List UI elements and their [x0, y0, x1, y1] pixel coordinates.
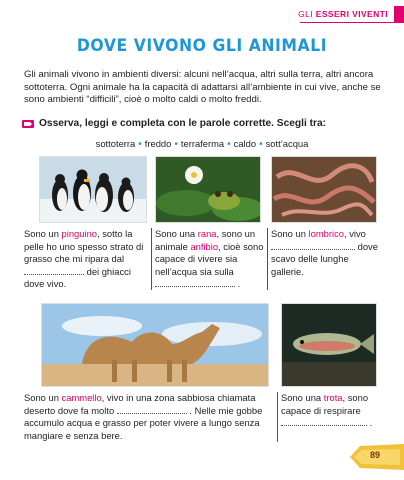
divider-line: [277, 392, 278, 442]
animal-name: lombrico: [308, 228, 344, 239]
header-word-1: GLI: [298, 9, 314, 19]
page-number: 89: [370, 450, 381, 460]
answer-blank[interactable]: [24, 266, 84, 275]
camel-caption: Sono un cammello, vivo in una zona sabbiosa chiamata deserto dove fa molto . Nelle mie gobbe accumulo acqua e grasso per poter vivere a lungo senza mangiare e senza bere.: [24, 392, 263, 441]
header-word-3: VIVENTI: [352, 9, 388, 19]
answer-blank[interactable]: [155, 278, 235, 287]
answer-blank[interactable]: [117, 405, 187, 414]
penguin-photo: [39, 156, 147, 223]
header-color-bar: [394, 6, 404, 22]
earthworm-photo: [271, 156, 377, 223]
word-option: caldo: [233, 138, 257, 149]
divider-line: [267, 228, 268, 290]
animal-name: cammello: [61, 392, 102, 403]
word-bank: [0, 138, 404, 150]
word-option: freddo: [144, 138, 172, 149]
frog-photo: [155, 156, 261, 223]
header-underline: [300, 22, 404, 23]
bullet-dot: •: [174, 139, 178, 150]
intro-paragraph: Gli animali vivono in ambienti diversi: alcuni nell’acqua, altri sulla terra, altri ancora sottoterra. Ogni animale ha la capacità di adattarsi all’ambiente in cui vive, anche se sono ambienti “difficili”, cioè o molto caldi o molto freddi.: [24, 69, 381, 106]
pencil-icon: [22, 119, 34, 129]
animal-name: rana: [197, 228, 217, 239]
bullet-dot: •: [138, 139, 142, 150]
frog-caption: Sono una rana, sono un animale anfibio, cioè sono capace di vivere sia nell’acqua sia sulla .: [155, 228, 264, 290]
bullet-dot: •: [227, 139, 231, 150]
instruction-text: Osserva, leggi e completa con le parole corrette. Scegli tra:: [39, 118, 327, 129]
penguin-caption: Sono un pinguino, sotto la pelle ho uno spesso strato di grasso che mi ripara dal dei ghiacci dove vivo.: [24, 228, 144, 290]
trout-caption: Sono una trota, sono capace di respirare .: [281, 392, 373, 429]
animal-name: trota: [323, 392, 343, 403]
answer-blank[interactable]: [281, 417, 367, 426]
earthworm-caption: Sono un lombrico, vivo dove scavo delle lunghe gallerie.: [271, 228, 378, 277]
bullet-dot: •: [259, 139, 263, 150]
animal-name: pinguino: [61, 228, 97, 239]
word-option: terraferma: [180, 138, 225, 149]
divider-line: [151, 228, 152, 290]
word-option: sott’acqua: [265, 138, 309, 149]
answer-blank[interactable]: [271, 241, 355, 250]
trout-photo: [281, 303, 377, 387]
section-header: [298, 6, 404, 22]
animal-class: anfibio: [190, 240, 219, 252]
header-word-2: ESSERI: [315, 9, 350, 19]
camel-photo: [41, 303, 269, 387]
word-option: sottoterra: [95, 138, 136, 149]
page-title: DOVE VIVONO GLI ANIMALI: [76, 36, 328, 56]
exercise-instruction: [22, 118, 392, 129]
